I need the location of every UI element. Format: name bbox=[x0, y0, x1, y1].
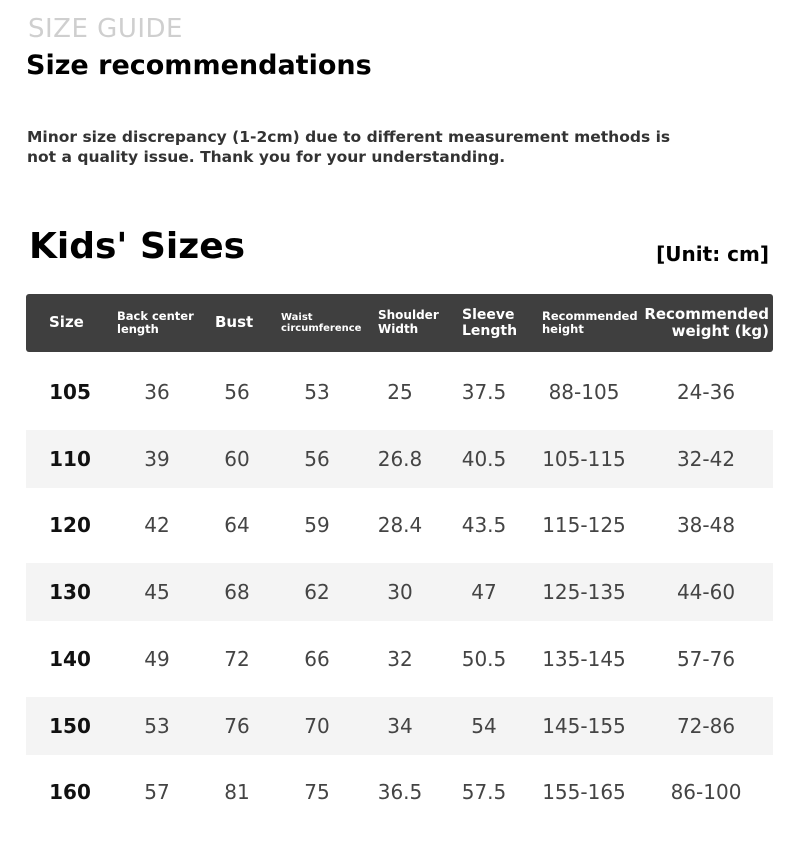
cell-shoulder-width: 36.5 bbox=[377, 780, 423, 804]
cell-recommended-weight: 57-76 bbox=[676, 647, 736, 671]
cell-size: 110 bbox=[49, 447, 91, 471]
cell-back-center-length: 36 bbox=[144, 380, 170, 404]
cell-shoulder-width: 25 bbox=[387, 380, 413, 404]
cell-bust: 68 bbox=[224, 580, 250, 604]
column-header-sleeve-length: Sleeve Length bbox=[462, 306, 518, 339]
cell-waist-circumference: 62 bbox=[304, 580, 330, 604]
table-row bbox=[26, 496, 773, 554]
cell-size: 105 bbox=[49, 380, 91, 404]
cell-bust: 81 bbox=[224, 780, 250, 804]
cell-back-center-length: 45 bbox=[144, 580, 170, 604]
cell-sleeve-length: 47 bbox=[471, 580, 497, 604]
cell-size: 130 bbox=[49, 580, 91, 604]
size-disclaimer: Minor size discrepancy (1-2cm) due to different measurement methods is not a quality issue. Thank you for your understanding. bbox=[27, 128, 671, 166]
cell-size: 160 bbox=[49, 780, 91, 804]
cell-sleeve-length: 54 bbox=[471, 714, 497, 738]
cell-back-center-length: 42 bbox=[144, 513, 170, 537]
cell-recommended-weight: 44-60 bbox=[676, 580, 736, 604]
section-title: Kids' Sizes bbox=[29, 226, 246, 267]
cell-size: 140 bbox=[49, 647, 91, 671]
cell-bust: 64 bbox=[224, 513, 250, 537]
cell-recommended-weight: 86-100 bbox=[670, 780, 742, 804]
table-row bbox=[26, 563, 773, 621]
column-header-back-center-length: Back center length bbox=[117, 308, 194, 336]
table-row bbox=[26, 697, 773, 755]
cell-size: 120 bbox=[49, 513, 91, 537]
cell-recommended-height: 155-165 bbox=[542, 780, 626, 804]
cell-back-center-length: 53 bbox=[144, 714, 170, 738]
table-row bbox=[26, 763, 773, 821]
cell-sleeve-length: 57.5 bbox=[461, 780, 507, 804]
unit-label: [Unit: cm] bbox=[656, 242, 769, 266]
cell-recommended-height: 88-105 bbox=[548, 380, 620, 404]
column-header-recommended-weight: Recommended weight (kg) bbox=[644, 304, 769, 340]
cell-recommended-weight: 32-42 bbox=[676, 447, 736, 471]
cell-sleeve-length: 43.5 bbox=[461, 513, 507, 537]
cell-recommended-weight: 24-36 bbox=[676, 380, 736, 404]
cell-back-center-length: 57 bbox=[144, 780, 170, 804]
cell-bust: 60 bbox=[224, 447, 250, 471]
cell-waist-circumference: 66 bbox=[304, 647, 330, 671]
table-row bbox=[26, 630, 773, 688]
cell-recommended-height: 145-155 bbox=[542, 714, 626, 738]
column-header-bust: Bust bbox=[215, 313, 254, 332]
cell-bust: 76 bbox=[224, 714, 250, 738]
cell-back-center-length: 39 bbox=[144, 447, 170, 471]
column-header-waist-circumference: Waist circumference bbox=[281, 311, 362, 334]
cell-sleeve-length: 40.5 bbox=[461, 447, 507, 471]
table-row bbox=[26, 363, 773, 421]
cell-shoulder-width: 30 bbox=[387, 580, 413, 604]
cell-shoulder-width: 26.8 bbox=[377, 447, 423, 471]
cell-bust: 56 bbox=[224, 380, 250, 404]
column-header-shoulder-width: Shoulder Width bbox=[378, 308, 439, 336]
table-row bbox=[26, 430, 773, 488]
cell-recommended-weight: 72-86 bbox=[676, 714, 736, 738]
cell-back-center-length: 49 bbox=[144, 647, 170, 671]
cell-sleeve-length: 50.5 bbox=[461, 647, 507, 671]
cell-bust: 72 bbox=[224, 647, 250, 671]
cell-waist-circumference: 75 bbox=[304, 780, 330, 804]
cell-shoulder-width: 34 bbox=[387, 714, 413, 738]
cell-recommended-height: 115-125 bbox=[542, 513, 626, 537]
page-title: Size recommendations bbox=[26, 50, 372, 81]
cell-waist-circumference: 53 bbox=[304, 380, 330, 404]
cell-waist-circumference: 56 bbox=[304, 447, 330, 471]
cell-sleeve-length: 37.5 bbox=[461, 380, 507, 404]
cell-shoulder-width: 32 bbox=[387, 647, 413, 671]
column-header-size: Size bbox=[49, 313, 84, 332]
cell-recommended-height: 105-115 bbox=[542, 447, 626, 471]
cell-shoulder-width: 28.4 bbox=[377, 513, 423, 537]
cell-waist-circumference: 70 bbox=[304, 714, 330, 738]
cell-size: 150 bbox=[49, 714, 91, 738]
column-header-recommended-height: Recommended height bbox=[542, 308, 638, 336]
table-header bbox=[26, 294, 773, 352]
cell-recommended-height: 125-135 bbox=[542, 580, 626, 604]
cell-recommended-height: 135-145 bbox=[542, 647, 626, 671]
cell-recommended-weight: 38-48 bbox=[676, 513, 736, 537]
cell-waist-circumference: 59 bbox=[304, 513, 330, 537]
brand-heading: SIZE GUIDE bbox=[28, 14, 183, 44]
